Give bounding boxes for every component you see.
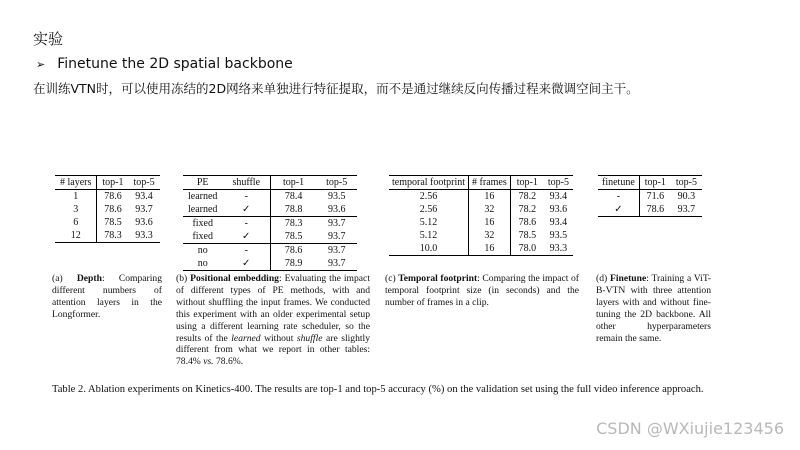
table-cell: 93.6 — [549, 204, 568, 215]
table-row — [55, 229, 160, 243]
table-cell: - — [222, 244, 270, 258]
body-line: 在训练VTN时，可以使用冻结的2D网络来单独进行特征提取，而不是通过继续反向传播过程来微调空间主干。 — [33, 81, 639, 96]
table-cell: 93.7 — [316, 217, 357, 231]
table-cell: fixed — [183, 217, 222, 231]
bullet-item — [36, 56, 293, 72]
table-cell: 2.56 — [389, 190, 469, 204]
col-header: PE — [183, 176, 222, 190]
table-cell: ✓ — [222, 257, 270, 271]
table-row — [389, 229, 573, 242]
table-cell: 2.56 — [389, 203, 469, 216]
table-row — [183, 257, 357, 271]
table-cell: 93.7 — [316, 257, 357, 271]
table-cell: learned — [188, 204, 218, 215]
table-cell: 16 — [469, 242, 511, 256]
table-cell: 78.2 — [518, 191, 537, 202]
table-cell: - — [222, 217, 270, 231]
table-cell: fixed — [192, 231, 213, 242]
col-header: top-5 — [671, 176, 702, 190]
caption-positional-embedding: (b) Positional embedding: Evaluating the impact of different types of PE methods, with and without shuffling the input frames. We conducted this experiment with an older experimental setup using a different learning rate scheduler, so the results of the learned without shuffle are slightly different from what we report in other tables: 78.4% vs. 78.6%. — [176, 273, 370, 368]
table-cell: 5.12 — [389, 216, 469, 229]
table-cell: 78.5 — [104, 217, 122, 228]
table-cell: 78.3 — [97, 229, 129, 243]
table-cell: 78.6 — [518, 217, 537, 228]
table-cell: 93.7 — [327, 231, 346, 242]
table-row — [55, 203, 160, 216]
table-row — [183, 217, 357, 231]
table-cell: 78.5 — [518, 230, 537, 241]
table-temporal-footprint — [389, 175, 573, 256]
table-cell: no — [183, 257, 222, 271]
table-row — [55, 190, 160, 204]
col-header: top-1 — [639, 176, 671, 190]
table-cell: 78.4 — [284, 191, 303, 202]
table-row — [389, 203, 573, 216]
col-header: # layers — [55, 176, 97, 190]
table-cell: ✓ — [598, 203, 639, 217]
table-row — [183, 203, 357, 217]
arrow-bullet-icon: ➢ — [36, 57, 46, 71]
caption-finetune: (d) Finetune: Training a ViT-B-VTN with three attention layers with and without fine-tuning the 2D backbone. All other hyperparameters remain the same. — [596, 273, 711, 344]
table-cell: 12 — [55, 229, 97, 243]
table-cell: 3 — [55, 203, 97, 216]
slide-heading: 实验 — [33, 30, 64, 48]
bullet-text: Finetune the 2D spatial backbone — [57, 56, 293, 72]
table-depth — [55, 175, 160, 243]
table-cell: no — [183, 244, 222, 258]
table-caption: Table 2. Ablation experiments on Kinetics-400. The results are top-1 and top-5 accuracy (%) on the validation set using the full video inference approach. — [52, 384, 704, 395]
col-header: top-1 — [97, 176, 129, 190]
table-cell: 93.4 — [549, 217, 568, 228]
table-cell: 93.4 — [549, 191, 568, 202]
table-cell: 78.6 — [104, 204, 122, 215]
table-cell: 78.6 — [104, 191, 122, 202]
table-cell: 16 — [469, 190, 511, 204]
table-cell: ✓ — [222, 203, 270, 217]
table-row — [389, 216, 573, 229]
caption-depth: (a) Depth: Comparing different numbers of attention layers in the Longformer. — [52, 273, 162, 320]
table-cell: - — [222, 190, 270, 204]
caption-temporal-footprint: (c) Temporal footprint: Comparing the impact of temporal footprint size (in seconds) and the number of frames in a clip. — [385, 273, 580, 308]
table-cell: 93.4 — [135, 191, 153, 202]
table-row — [183, 190, 357, 204]
table-cell: 10.0 — [389, 242, 469, 256]
table-row — [183, 244, 357, 258]
table-cell: 78.2 — [518, 204, 537, 215]
table-cell: 5.12 — [389, 229, 469, 242]
table-cell: 6 — [55, 216, 97, 229]
table-cell: 93.6 — [327, 204, 346, 215]
col-header: top-1 — [271, 176, 317, 190]
table-row — [389, 190, 573, 204]
table-cell: 78.8 — [284, 204, 303, 215]
table-cell: 78.6 — [639, 203, 671, 217]
table-cell: learned — [188, 191, 218, 202]
table-cell: 93.7 — [316, 244, 357, 258]
table-row — [598, 190, 702, 204]
col-header: top-5 — [129, 176, 160, 190]
table-row — [389, 242, 573, 256]
table-cell: 93.7 — [135, 204, 153, 215]
table-cell: 90.3 — [677, 191, 696, 202]
watermark: CSDN @WXiujie123456 — [596, 419, 784, 438]
table-cell: 93.7 — [671, 203, 702, 217]
col-header: top-1 — [510, 176, 544, 190]
table-cell: 78.5 — [284, 231, 303, 242]
table-cell: 93.6 — [135, 217, 153, 228]
col-header: top-5 — [316, 176, 357, 190]
table-cell: 32 — [469, 203, 511, 216]
col-header: top-5 — [544, 176, 573, 190]
table-cell: 93.5 — [549, 230, 568, 241]
table-cell: 93.3 — [129, 229, 160, 243]
table-cell: 78.6 — [271, 244, 317, 258]
col-header: finetune — [598, 176, 639, 190]
table-cell: 93.5 — [327, 191, 346, 202]
col-header: shuffle — [222, 176, 270, 190]
col-header: # frames — [469, 176, 511, 190]
table-cell: 1 — [55, 190, 97, 204]
table-row — [598, 203, 702, 217]
table-finetune — [598, 175, 702, 217]
table-row — [55, 216, 160, 229]
table-row — [183, 230, 357, 244]
table-cell: 78.9 — [271, 257, 317, 271]
table-cell: 78.3 — [271, 217, 317, 231]
col-header: temporal footprint — [389, 176, 469, 190]
table-cell: 93.3 — [544, 242, 573, 256]
table-cell: 71.6 — [646, 191, 665, 202]
table-cell: 16 — [469, 216, 511, 229]
table-cell: ✓ — [222, 230, 270, 244]
table-cell: - — [598, 190, 639, 204]
table-positional-embedding — [183, 175, 357, 271]
table-cell: 78.0 — [510, 242, 544, 256]
table-cell: 32 — [469, 229, 511, 242]
